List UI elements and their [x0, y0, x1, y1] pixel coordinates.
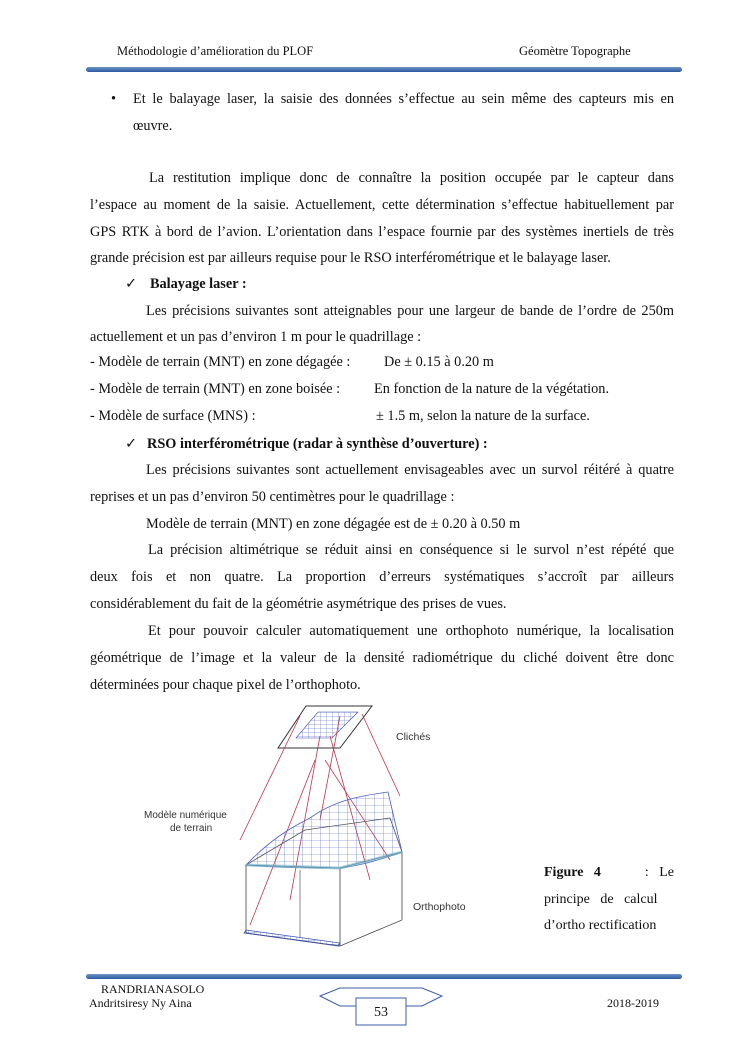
paragraph-3-line2: reprises et un pas d’environ 50 centimètres pour le quadrillage :: [90, 489, 455, 505]
label-mnt-line1: Modèle numérique: [144, 810, 227, 821]
paragraph-1-line2: l’espace au moment de la saisie. Actuellement, cette détermination s’effectue habituellement par: [90, 197, 674, 213]
paragraph-3-line1: Les précisions suivantes sont actuellement envisageables avec un survol réitéré à quatre: [146, 462, 674, 478]
paragraph-5-line1: Et pour pouvoir calculer automatiquement une orthophoto numérique, la localisation: [148, 623, 674, 639]
figure-number: Figure 4: [544, 865, 601, 880]
list-item-label: - Modèle de terrain (MNT) en zone boisée :: [90, 381, 341, 397]
caption-line3: d’ortho rectification: [544, 918, 657, 933]
paragraph-1-line3: GPS RTK à bord de l’avion. L’orientation dans l’espace fournie par des systèmes inertiels de très: [90, 224, 674, 240]
list-item: [90, 379, 674, 399]
caption-line1-rest: : Le: [644, 865, 674, 880]
list-item-value: En fonction de la nature de la végétation.: [374, 381, 610, 397]
paragraph-2-line2: actuellement et un pas d’environ 1 m pour le quadrillage :: [90, 329, 422, 345]
footer-year: 2018-2019: [607, 996, 659, 1010]
paragraph-4-line1: La précision altimétrique se réduit ainsi en conséquence si le survol n’est répété que: [148, 542, 674, 558]
paragraph-3-line3: Modèle de terrain (MNT) en zone dégagée est de ± 0.20 à 0.50 m: [146, 516, 521, 532]
label-mnt-line2: de terrain: [170, 823, 213, 834]
footer-author-line1: RANDRIANASOLO: [101, 982, 205, 996]
list-item-value: De ± 0.15 à 0.20 m: [384, 354, 494, 370]
heading-balayage-laser: Balayage laser :: [150, 276, 247, 292]
list-item: [90, 406, 674, 426]
page-number: 53: [374, 1005, 388, 1020]
orthophoto-plane: [244, 930, 340, 946]
heading-rso: RSO interférométrique (radar à synthèse d’ouverture) :: [147, 436, 488, 452]
footer-author-line2: Andritsiresy Ny Aina: [89, 996, 192, 1010]
list-item-label: - Modèle de terrain (MNT) en zone dégagée :: [90, 354, 351, 370]
header-subtitle: Géomètre Topographe: [519, 44, 631, 58]
paragraph-2-line1: Les précisions suivantes sont atteignables pour une largeur de bande de l’ordre de 250m: [146, 303, 674, 319]
paragraph-1-line1: La restitution implique donc de connaître la position occupée par le capteur dans: [149, 170, 674, 186]
paragraph-4-line3: considérablement du fait de la géométrie asymétrique des prises de vues.: [90, 596, 507, 612]
paragraph-4-line2: deux fois et non quatre. La proportion d’erreurs systématiques s’accroît par ailleurs: [90, 569, 674, 585]
checkmark-icon: ✓: [125, 276, 137, 292]
footer-rule: [86, 974, 682, 979]
header-rule: [86, 67, 682, 72]
caption-line2: principe de calcul: [544, 891, 658, 907]
header-title: Méthodologie d’amélioration du PLOF: [117, 44, 314, 58]
list-item: [90, 352, 674, 372]
bullet-text-line2: œuvre.: [133, 118, 173, 134]
paragraph-5-line3: déterminées pour chaque pixel de l’orthophoto.: [90, 677, 361, 693]
paragraph-5-line2: géométrique de l’image et la valeur de la densité radiométrique du cliché doivent être donc: [90, 650, 674, 666]
bullet-text-line1: Et le balayage laser, la saisie des données s’effectue au sein même des capteurs mis en: [133, 91, 674, 107]
checkmark-icon: ✓: [125, 436, 137, 452]
list-item-label: - Modèle de surface (MNS) :: [90, 408, 256, 424]
list-item-value: ± 1.5 m, selon la nature de la surface.: [376, 408, 590, 424]
orthorectification-figure: [140, 700, 470, 962]
label-orthophoto: Orthophoto: [413, 901, 466, 913]
bullet-dot: •: [111, 91, 117, 107]
paragraph-1-line4: grande précision est par ailleurs requise pour le RSO interférométrique et le balayage laser.: [90, 250, 611, 266]
figure-caption: [544, 860, 674, 940]
label-cliches: Clichés: [396, 731, 431, 743]
